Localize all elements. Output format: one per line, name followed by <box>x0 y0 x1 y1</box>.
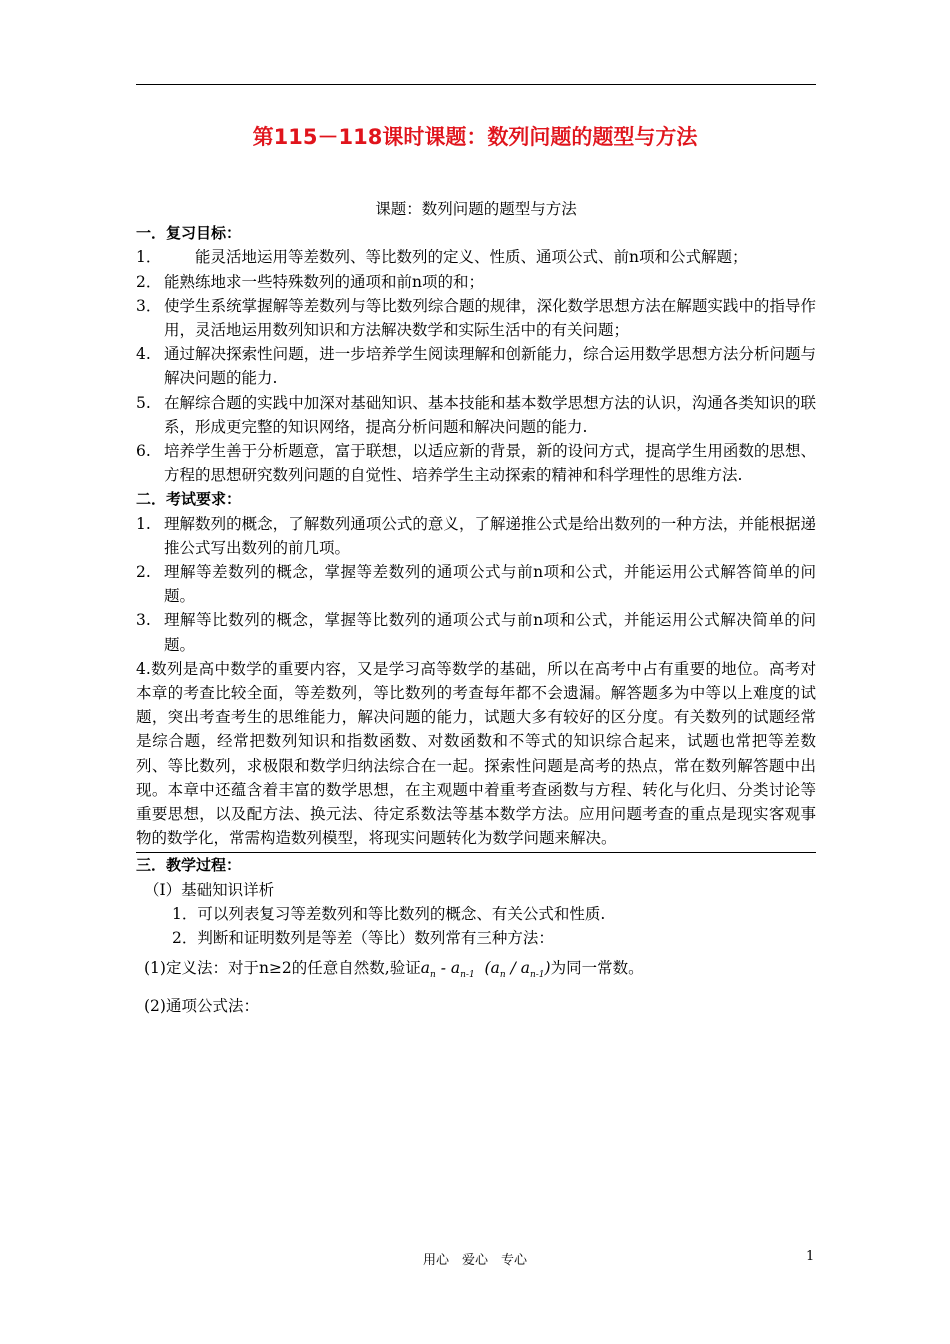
item-number: 2． <box>136 272 162 291</box>
item-text: 理解等比数列的概念，掌握等比数列的通项公式与前n项和公式，并能运用公式解决简单的问题。 <box>164 611 816 654</box>
section-heading-goals: 一．复习目标： <box>136 224 242 243</box>
method-definition-text: (1)定义法：对于n≥2的任意自然数,验证 <box>144 959 421 978</box>
item-text: 能熟练地求一些特殊数列的通项和前n项的和； <box>164 272 484 291</box>
item-number: 3. <box>136 611 151 630</box>
exam-paragraph: 4.数列是高中数学的重要内容，又是学习高等数学的基础，所以在高考中占有重要的地位。高考对本章的考查比较全面，等差数列，等比数列的考查每年都不会遗漏。解答题多为中等以上难度的试题，突出考查考生的思维能力，解决问题的能力，试题大多有较好的区分度。有关数列的试题经常是综合题，经常把数列知识和指数函数、对数函数和不等式的知识综合起来，试题也常把等差数列、等比数列，求极限和数学归纳法综合在一起。探索性问题是高考的热点，常在数列解答题中出现。本章中还蕴含着丰富的数学思想，在主观题中着重考查函数与方程、转化与化归、分类讨论等重要思想，以及配方法、换元法、待定系数法等基本数学方法。应用问题考查的重点是现实客观事物的数学化，常需构造数列模型，将现实问题转化为数学问题来解决。 <box>136 659 816 848</box>
process-line: 1．可以列表复习等差数列和等比数列的概念、有关公式和性质. <box>172 904 606 923</box>
goal-item <box>136 439 816 487</box>
exam-item <box>136 560 816 608</box>
item-number: 5. <box>136 393 151 412</box>
exam-item <box>136 608 816 656</box>
goal-item <box>136 391 816 439</box>
item-number: 4. <box>136 345 151 364</box>
part-heading: （Ⅰ）基础知识详析 <box>144 880 275 899</box>
item-text: 培养学生善于分析题意，富于联想，以适应新的背景，新的设问方式，提高学生用函数的思想、方程的思想研究数列问题的自觉性、培养学生主动探索的精神和科学理性的思维方法. <box>164 442 816 485</box>
item-text: 理解数列的概念，了解数列通项公式的意义，了解递推公式是给出数列的一种方法，并能根据递推公式写出数列的前几项。 <box>164 514 816 557</box>
item-text: 使学生系统掌握解等差数列与等比数列综合题的规律，深化数学思想方法在解题实践中的指导作用，灵活地运用数列知识和方法解决数学和实际生活中的有关问题； <box>164 296 816 340</box>
section-heading-process: 三．教学过程： <box>136 856 242 875</box>
item-number: 3． <box>136 296 162 315</box>
item-text: 能灵活地运用等差数列、等比数列的定义、性质、通项公式、前n项和公式解题； <box>164 248 748 267</box>
header-rule <box>136 84 816 85</box>
item-number: 6. <box>136 442 151 461</box>
process-line: 2．判断和证明数列是等差（等比）数列常有三种方法： <box>172 929 554 948</box>
goal-item <box>136 245 816 269</box>
item-text: 通过解决探索性问题，进一步培养学生阅读理解和创新能力，综合运用数学思想方法分析问题与解决问题的能力. <box>164 345 816 388</box>
page-number: 1 <box>806 1249 815 1264</box>
document-body <box>136 197 816 1018</box>
section-heading-exam: 二．考试要求： <box>136 490 242 509</box>
method-definition-suffix: 为同一常数。 <box>550 959 644 978</box>
item-number: 1． <box>136 248 162 267</box>
footer-text: 用心 爱心 专心 <box>422 1253 527 1268</box>
item-text: 在解综合题的实践中加深对基础知识、基本技能和基本数学思想方法的认识，沟通各类知识的联系，形成更完整的知识网络，提高分析问题和解决问题的能力. <box>164 393 816 436</box>
goal-item <box>136 270 816 294</box>
method-definition <box>136 956 816 987</box>
item-text: 理解等差数列的概念，掌握等差数列的通项公式与前n项和公式，并能运用公式解答简单的问题。 <box>164 563 816 606</box>
item-number: 2. <box>136 563 151 582</box>
method-general-term: (2)通项公式法： <box>144 996 259 1015</box>
page-title: 第115－118课时课题：数列问题的题型与方法 <box>252 125 698 149</box>
lesson-subtitle: 课题：数列问题的题型与方法 <box>375 200 577 218</box>
goal-item <box>136 342 816 390</box>
exam-item <box>136 512 816 560</box>
goal-item <box>136 294 816 342</box>
item-number: 1. <box>136 514 151 533</box>
difference-formula: $a_n - a_{n-1}$ $(a_n / a_{n-1})$ <box>420 959 551 981</box>
